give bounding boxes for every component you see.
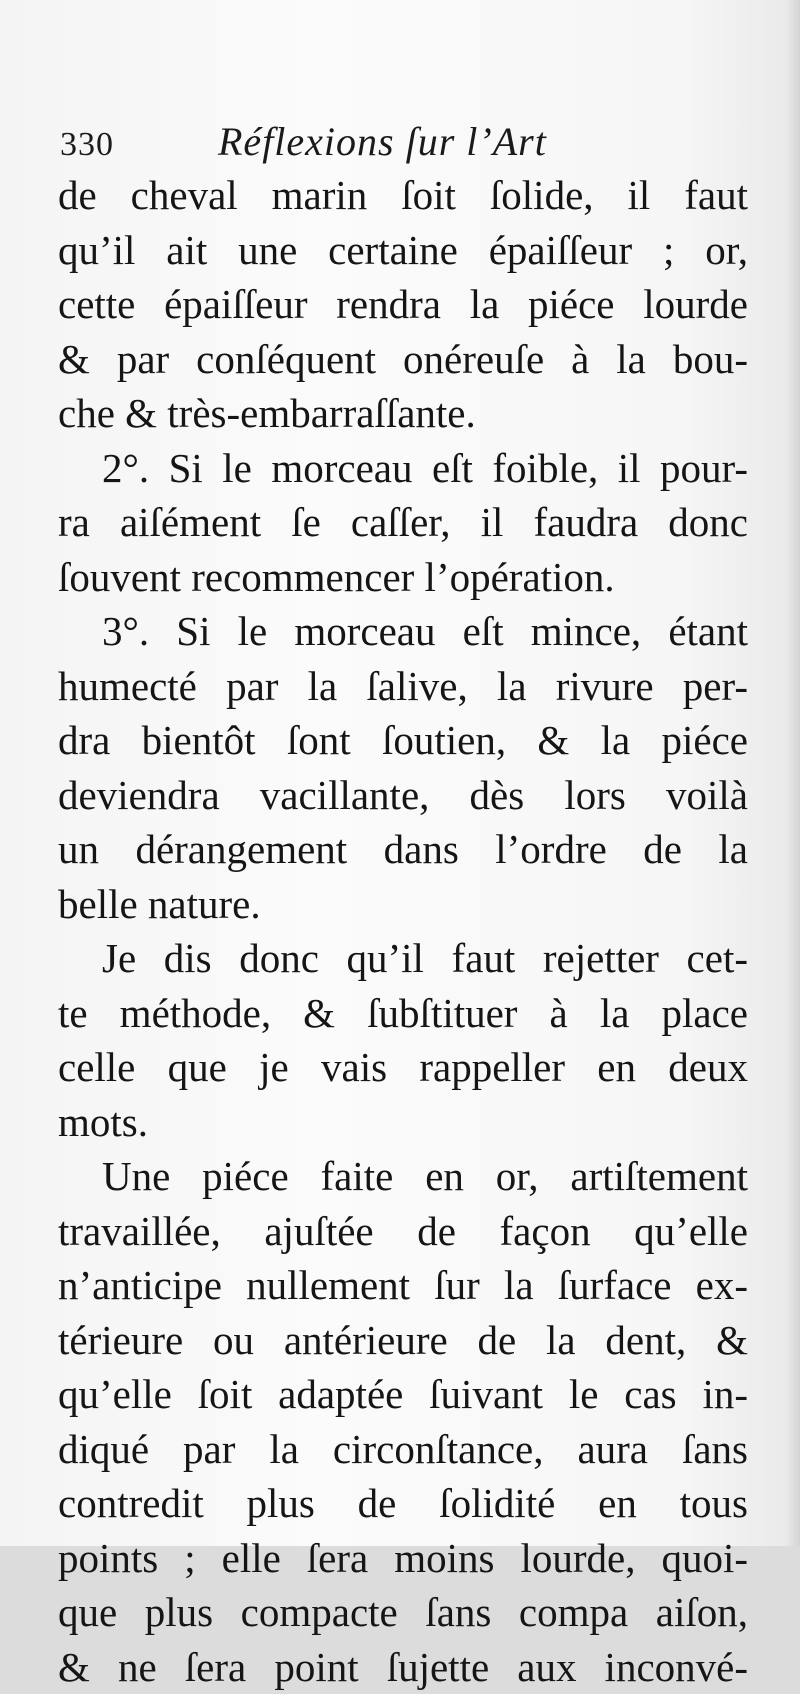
text-line: térieure ou antérieure de la dent, & xyxy=(58,1313,748,1368)
text-line: ra aiſément ſe caſſer, il faudra donc xyxy=(58,495,748,550)
text-line: celle que je vais rappeller en deux xyxy=(58,1040,748,1095)
text-line: qu’il ait une certaine épaiſſeur ; or, xyxy=(58,223,748,278)
body-text xyxy=(58,168,748,1694)
text-line: te méthode, & ſubſtituer à la place xyxy=(58,986,748,1041)
text-line: qu’elle ſoit adaptée ſuivant le cas in- xyxy=(58,1367,748,1422)
text-line: Une piéce faite en or, artiſtement xyxy=(58,1149,748,1204)
text-line: ſouvent recommencer l’opération. xyxy=(58,550,748,605)
text-line: & par conſéquent onéreuſe à la bou- xyxy=(58,332,748,387)
page-number: 330 xyxy=(60,126,114,164)
text-line: 2°. Si le morceau eſt foible, il pour- xyxy=(58,441,748,496)
text-line: n’anticipe nullement ſur la ſurface ex- xyxy=(58,1258,748,1313)
text-line: mots. xyxy=(58,1095,748,1150)
text-line: travaillée, ajuſtée de façon qu’elle xyxy=(58,1204,748,1259)
text-line: che & très-embarraſſante. xyxy=(58,386,748,441)
text-line: Je dis donc qu’il faut rejetter cet- xyxy=(58,931,748,986)
text-line: 3°. Si le morceau eſt mince, étant xyxy=(58,604,748,659)
running-title: Réflexions ſur l’Art xyxy=(218,118,547,165)
page-header xyxy=(60,118,680,170)
text-line: un dérangement dans l’ordre de la xyxy=(58,822,748,877)
text-line: deviendra vacillante, dès lors voilà xyxy=(58,768,748,823)
text-line: belle nature. xyxy=(58,877,748,932)
text-line: & ne ſera point ſujette aux inconvé- xyxy=(58,1640,748,1694)
text-line: cette épaiſſeur rendra la piéce lourde xyxy=(58,277,748,332)
text-line: contredit plus de ſolidité en tous xyxy=(58,1476,748,1531)
text-line: que plus compacte ſans compa aiſon, xyxy=(58,1585,748,1640)
text-line: points ; elle ſera moins lourde, quoi- xyxy=(58,1531,748,1586)
text-line: humecté par la ſalive, la rivure per- xyxy=(58,659,748,714)
text-line: de cheval marin ſoit ſolide, il faut xyxy=(58,168,748,223)
text-line: dra bientôt ſont ſoutien, & la piéce xyxy=(58,713,748,768)
text-line: diqué par la circonſtance, aura ſans xyxy=(58,1422,748,1477)
